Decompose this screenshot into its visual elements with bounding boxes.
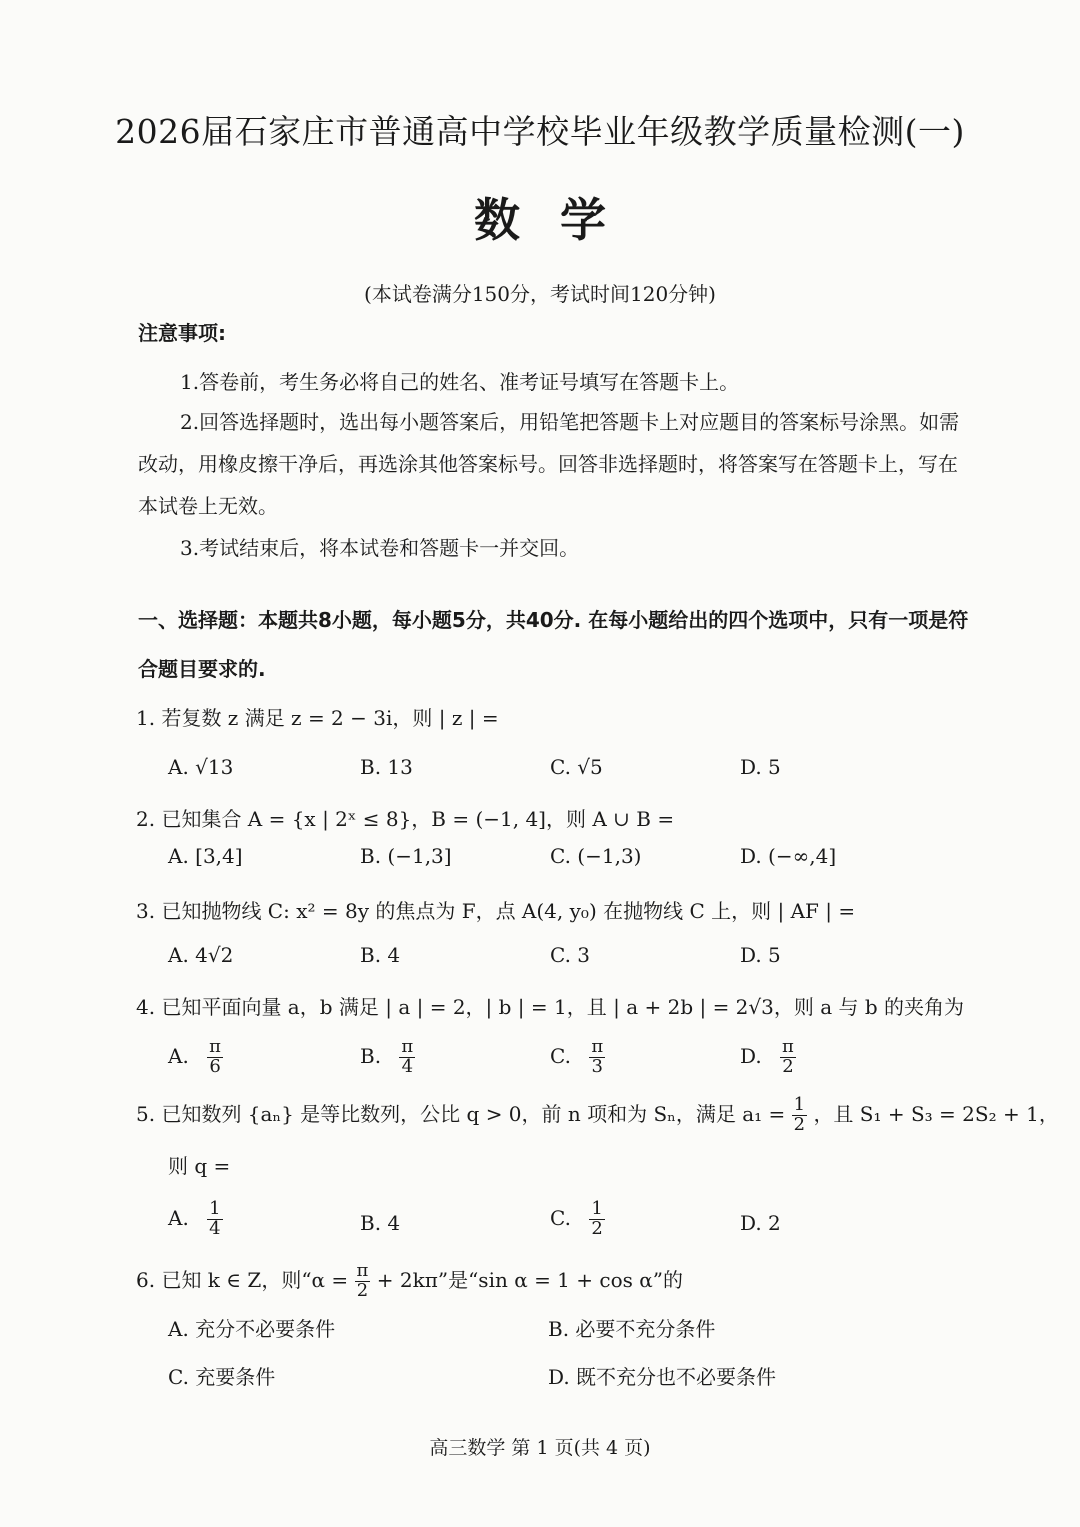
- question-5-stem-pre: 5. 已知数列 {aₙ} 是等比数列，公比 q > 0，前 n 项和为 Sₙ，满足 a₁ =: [136, 1101, 786, 1126]
- fraction: [589, 1200, 604, 1239]
- question-3-stem: 3. 已知抛物线 C: x² = 8y 的焦点为 F，点 A(4, y₀) 在抛物线 C 上，则 | AF | =: [136, 899, 856, 923]
- fraction-numerator: 1: [209, 1198, 221, 1219]
- fraction: [207, 1038, 223, 1077]
- question-6-option-d: D. 既不充分也不必要条件: [548, 1365, 777, 1389]
- question-2-stem: 2. 已知集合 A = {x | 2ˣ ≤ 8}，B = (−1, 4]，则 A ∪ B =: [136, 807, 675, 831]
- question-1-option-b: B. 13: [360, 755, 413, 779]
- fraction-denominator: 2: [591, 1217, 603, 1239]
- question-2-option-d: D. (−∞,4]: [740, 844, 837, 868]
- question-3-option-a: A. 4√2: [168, 943, 234, 967]
- question-4-option-a: [168, 1038, 223, 1077]
- question-5-option-d: D. 2: [740, 1211, 781, 1235]
- exam-title: 2026届石家庄市普通高中学校毕业年级教学质量检测(一): [115, 112, 965, 151]
- question-6-stem-pre: 6. 已知 k ∈ Z，则“α =: [136, 1267, 349, 1292]
- question-4-stem: 4. 已知平面向量 a，b 满足 | a | = 2，| b | = 1，且 | a + 2b | = 2√3，则 a 与 b 的夹角为: [136, 995, 965, 1019]
- fraction-denominator: 4: [209, 1217, 221, 1239]
- question-6-option-a: A. 充分不必要条件: [168, 1317, 336, 1341]
- question-4-option-d: [740, 1038, 796, 1077]
- question-6-stem: [136, 1262, 683, 1301]
- question-2-option-b: B. (−1,3]: [360, 844, 452, 868]
- fraction-denominator: 3: [591, 1055, 603, 1077]
- question-5-stem-line-2: 则 q =: [168, 1154, 231, 1178]
- question-6-option-c: C. 充要条件: [168, 1365, 276, 1389]
- option-label: C.: [550, 1205, 571, 1230]
- fraction-numerator: π: [209, 1036, 222, 1057]
- subject-title: 数学: [474, 193, 646, 247]
- fraction: [780, 1038, 796, 1077]
- question-6-option-b: B. 必要不充分条件: [548, 1317, 716, 1341]
- fraction-numerator: π: [401, 1036, 414, 1057]
- notice-heading: 注意事项:: [138, 321, 226, 345]
- fraction-denominator: 2: [782, 1055, 794, 1077]
- fraction-denominator: 2: [356, 1279, 369, 1301]
- fraction-denominator: 6: [209, 1055, 221, 1077]
- question-1-option-c: C. √5: [550, 755, 603, 779]
- question-5-option-b: B. 4: [360, 1211, 401, 1235]
- question-3-option-d: D. 5: [740, 943, 781, 967]
- section-heading-line-2: 合题目要求的.: [138, 657, 266, 681]
- fraction: [207, 1200, 222, 1239]
- notice-item-2-line-2: 改动，用橡皮擦干净后，再选涂其他答案标号。回答非选择题时，将答案写在答题卡上，写在: [138, 452, 958, 476]
- exam-info: (本试卷满分150分，考试时间120分钟): [364, 282, 716, 306]
- fraction-numerator: π: [356, 1260, 369, 1281]
- fraction-numerator: π: [782, 1036, 794, 1057]
- fraction-numerator: 1: [591, 1198, 603, 1219]
- section-heading-line-1: 一、选择题：本题共8小题，每小题5分，共40分. 在每小题给出的四个选项中，只有一项是符: [138, 608, 969, 632]
- option-label: A.: [168, 1043, 189, 1068]
- notice-item-2-line-1: 2.回答选择题时，选出每小题答案后，用铅笔把答题卡上对应题目的答案标号涂黑。如需: [180, 410, 960, 434]
- page-footer: 高三数学 第 1 页(共 4 页): [429, 1437, 651, 1459]
- question-1-stem: 1. 若复数 z 满足 z = 2 − 3i，则 | z | =: [136, 706, 499, 730]
- notice-item-1: 1.答卷前，考生务必将自己的姓名、准考证号填写在答题卡上。: [180, 370, 740, 394]
- question-2-option-c: C. (−1,3): [550, 844, 642, 868]
- question-1-option-d: D. 5: [740, 755, 781, 779]
- question-3-option-c: C. 3: [550, 943, 591, 967]
- question-3-option-b: B. 4: [360, 943, 401, 967]
- question-1-option-a: A. √13: [168, 755, 234, 779]
- fraction: [355, 1262, 371, 1301]
- option-label: B.: [360, 1043, 382, 1068]
- question-4-option-c: [550, 1038, 605, 1077]
- fraction: [589, 1038, 605, 1077]
- question-5-stem: [136, 1096, 1059, 1135]
- option-label: D.: [740, 1043, 762, 1068]
- question-4-option-b: [360, 1038, 415, 1077]
- question-5-stem-post: ，且 S₁ + S₃ = 2S₂ + 1，: [813, 1101, 1059, 1126]
- question-6-stem-post: + 2kπ”是“sin α = 1 + cos α”的: [376, 1267, 683, 1292]
- fraction-numerator: 1: [793, 1094, 806, 1115]
- question-5-option-c: [550, 1200, 605, 1239]
- fraction-numerator: π: [591, 1036, 604, 1057]
- question-2-option-a: A. [3,4]: [168, 844, 243, 868]
- fraction-denominator: 4: [401, 1055, 414, 1077]
- fraction: [399, 1038, 415, 1077]
- fraction-denominator: 2: [793, 1113, 806, 1135]
- notice-item-2-line-3: 本试卷上无效。: [138, 494, 278, 518]
- fraction: [792, 1096, 807, 1135]
- option-label: A.: [168, 1205, 189, 1230]
- option-label: C.: [550, 1043, 571, 1068]
- question-5-option-a: [168, 1200, 223, 1239]
- notice-item-3: 3.考试结束后，将本试卷和答题卡一并交回。: [180, 536, 580, 560]
